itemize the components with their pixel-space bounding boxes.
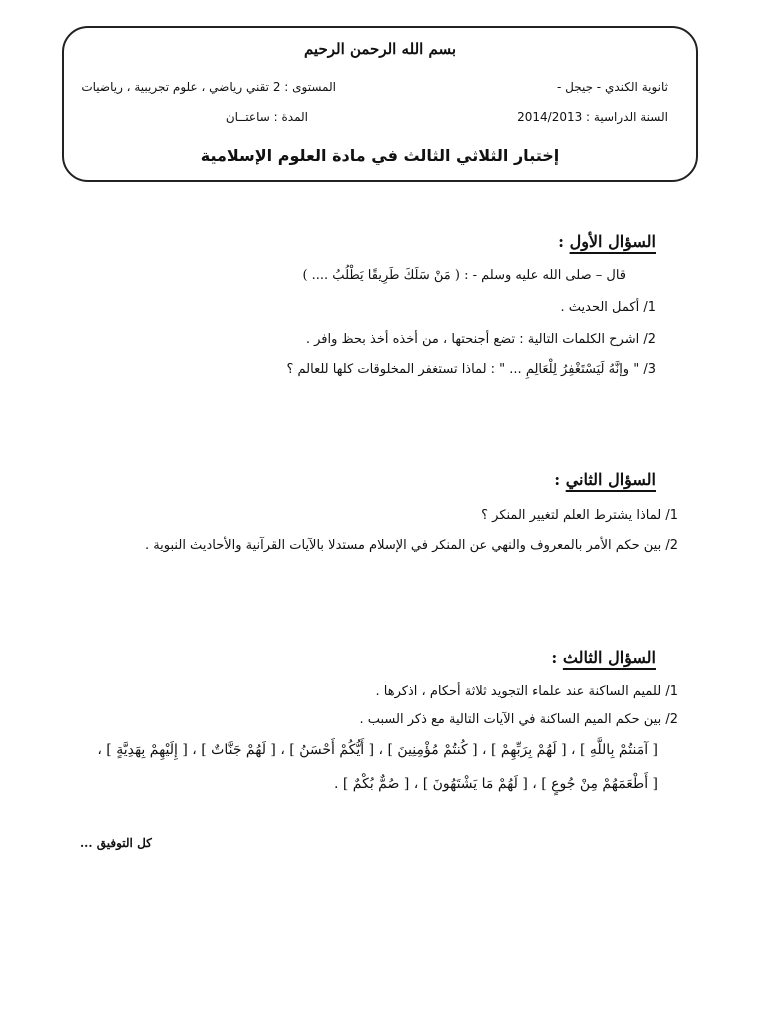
verses-line-1: [ آمَنتُمْ بِاللَّهِ ] ، [ لَهُمْ بِرَبِّهِمْ ] ، [ كُنتُمْ مُؤْمِنِينَ ] ، [ أَيُّكُمْ أَحْسَنُ ] ، [ لَهُمْ جَنَّاتٌ ] ، [ إِلَيْهِمْ بِهَدِيَّةٍ ] ، bbox=[97, 742, 658, 758]
q3-item-2: 2/ بين حكم الميم الساكنة في الآيات التالية مع ذكر السبب . bbox=[359, 712, 678, 727]
q2-item-2: 2/ بين حكم الأمر بالمعروف والنهي عن المنكر في الإسلام مستدلا بالآيات القرآنية والأحاديث النبوية . bbox=[144, 538, 678, 553]
q1-item-2: 2/ اشرح الكلمات التالية : تضع أجنحتها ، من أخذه أخذ بحظ وافر . bbox=[305, 332, 656, 347]
q3-item-1: 1/ للميم الساكنة عند علماء التجويد ثلاثة أحكام ، اذكرها . bbox=[375, 684, 678, 699]
q2-item-1: 1/ لماذا يشترط العلم لتغيير المنكر ؟ bbox=[481, 508, 678, 523]
class-level: المستوى : 2 تقني رياضي ، علوم تجريبية ، رياضيات bbox=[81, 80, 336, 94]
exam-duration: المدة : ساعتــان bbox=[225, 110, 308, 124]
hadith-prompt: قال – صلى الله عليه وسلم - : ( مَنْ سَلَكَ طَرِيقًا يَطْلُبُ .... ) bbox=[302, 268, 626, 283]
q1-item-3: 3/ " وإنَّهُ لَيَسْتَغْفِرُ لِلْعَالِمِ ... " : لماذا تستغفر المخلوقات كلها للعالم ؟ bbox=[286, 362, 656, 377]
header-box bbox=[62, 26, 698, 182]
closing-wishes: كل التوفيق ... bbox=[80, 836, 152, 850]
school-name: ثانوية الكندي - جيجل - bbox=[556, 80, 668, 94]
question-3-heading: السؤال الثالث : bbox=[551, 648, 656, 667]
school-year: السنة الدراسية : 2014/2013 bbox=[517, 110, 668, 124]
q1-item-1: 1/ أكمل الحديث . bbox=[560, 300, 656, 315]
question-1-heading: السؤال الأول : bbox=[558, 232, 656, 251]
verses-line-2: [ أَطْعَمَهُمْ مِنْ جُوعٍ ] ، [ لَهُمْ مَا يَشْتَهُونَ ] ، [ صُمٌّ بُكْمٌ ] . bbox=[333, 776, 658, 792]
basmala: بسم الله الرحمن الرحيم bbox=[303, 40, 457, 58]
exam-title: إختبار الثلاثي الثالث في مادة العلوم الإسلامية bbox=[200, 146, 560, 165]
question-2-heading: السؤال الثاني : bbox=[554, 470, 656, 489]
